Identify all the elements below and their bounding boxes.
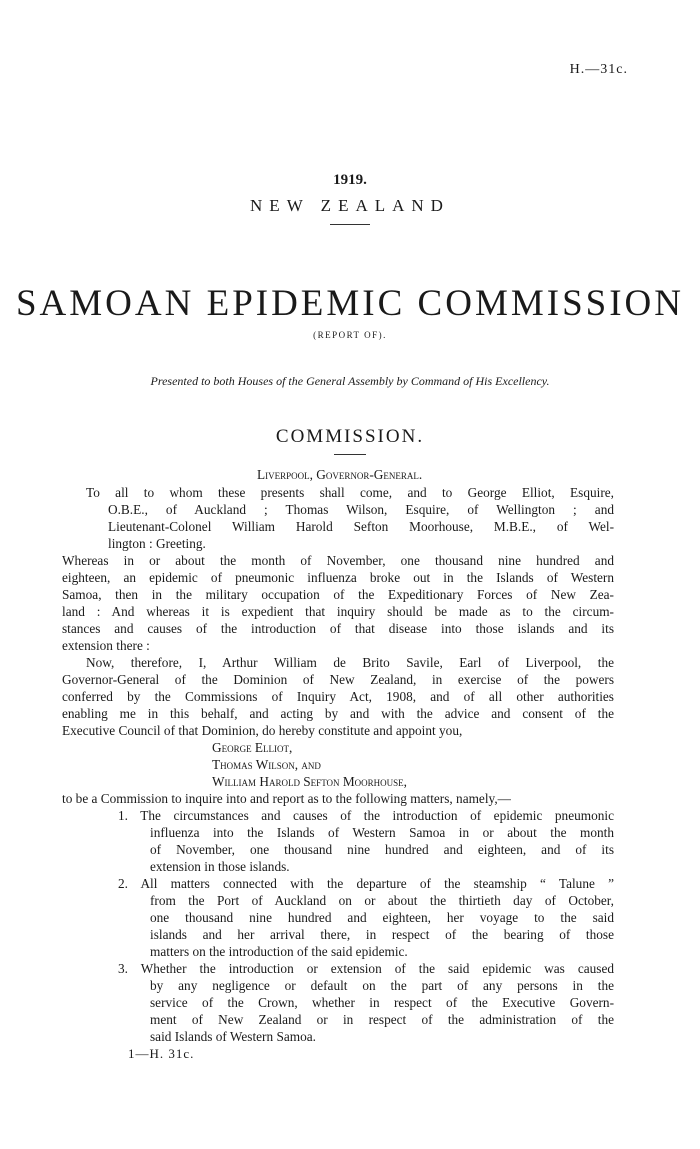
text-line: islands and her arrival there, in respect of the bearing of those [150, 927, 614, 942]
list-item: 1. The circumstances and causes of the introduction of epidemic pneumonic [118, 808, 614, 823]
text-line: Now, therefore, I, Arthur William de Brito Savile, Earl of Liverpool, the [86, 655, 614, 670]
year: 1919. [333, 172, 367, 188]
section-heading: COMMISSION. [275, 426, 425, 447]
text-line: Samoa, then in the military occupation of the Expeditionary Forces of New Zea- [62, 587, 614, 602]
text-line: matters on the introduction of the said epidemic. [150, 944, 408, 959]
presented-line: Presented to both Houses of the General Assembly by Command of His Excellency. [150, 374, 550, 388]
text-line: from the Port of Auckland on or about the thirtieth day of October, [150, 893, 614, 908]
text-line: of November, one thousand nine hundred and eighteen, and of its [150, 842, 614, 857]
text-line: ment of New Zealand or in respect of the administration of the [150, 1012, 614, 1027]
text-line: influenza into the Islands of Western Samoa in or about the month [150, 825, 614, 840]
list-item: 3. Whether the introduction or extension of the said epidemic was caused [118, 961, 614, 976]
text-line: To all to whom these presents shall come, and to George Elliot, Esquire, [86, 485, 614, 500]
text-line: lington : Greeting. [108, 536, 206, 551]
signature-mark: 1—H. 31c. [128, 1046, 195, 1061]
text-line: Governor-General of the Dominion of New Zealand, in exercise of the powers [62, 672, 614, 687]
text-line: enabling me in this behalf, and acting by and with the advice and consent of the [62, 706, 614, 721]
text-line: eighteen, an epidemic of pneumonic influenza broke out in the Islands of Western [62, 570, 614, 585]
document-reference: H.—31c. [569, 62, 628, 77]
text-line: Lieutenant-Colonel William Harold Sefton Moorhouse, M.B.E., of Wel- [108, 519, 614, 534]
text-line: land : And whereas it is expedient that inquiry should be made as to the circum- [62, 604, 614, 619]
text-line: by any negligence or default on the part of any persons in the [150, 978, 614, 993]
text-line: one thousand nine hundred and eighteen, her voyage to the said [150, 910, 614, 925]
text-line: service of the Crown, whether in respect of the Executive Govern- [150, 995, 614, 1010]
appointee-name: William Harold Sefton Moorhouse, [212, 774, 407, 789]
text-line: O.B.E., of Auckland ; Thomas Wilson, Esquire, of Wellington ; and [108, 502, 614, 517]
appointee-name: George Elliot, [212, 740, 293, 755]
document-subtitle: (REPORT OF). [313, 330, 387, 340]
list-item: 2. All matters connected with the departure of the steamship “ Talune ” [118, 876, 614, 891]
text-line: stances and causes of the introduction of that disease into those islands and its [62, 621, 614, 636]
text-line: conferred by the Commissions of Inquiry Act, 1908, and of all other authorities [62, 689, 614, 704]
text-line: extension there : [62, 638, 150, 653]
document-title: SAMOAN EPIDEMIC COMMISSION [15, 283, 684, 324]
signatory: Liverpool, Governor-General. [257, 467, 423, 482]
text-line: Whereas in or about the month of November, one thousand nine hundred and [62, 553, 614, 568]
text-line: extension in those islands. [150, 859, 290, 874]
text-line: Executive Council of that Dominion, do hereby constitute and appoint you, [62, 723, 463, 738]
text-line: said Islands of Western Samoa. [150, 1029, 316, 1044]
text-line: to be a Commission to inquire into and report as to the following matters, namely,— [62, 791, 511, 806]
country-heading: NEW ZEALAND [250, 196, 450, 215]
appointee-name: Thomas Wilson, and [212, 757, 321, 772]
